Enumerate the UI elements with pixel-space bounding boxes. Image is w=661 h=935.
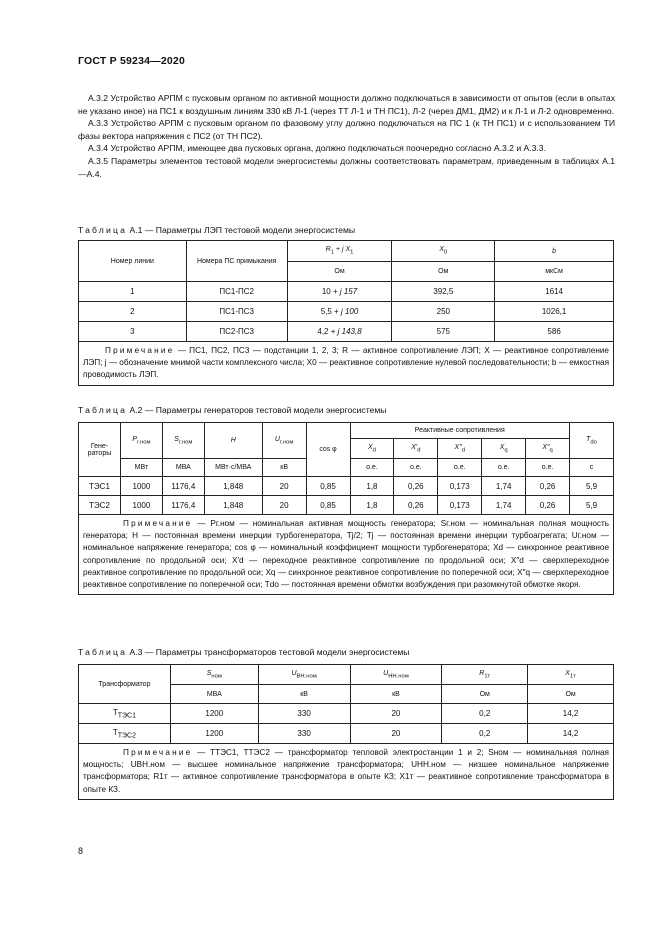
paragraph-a33: А.3.3 Устройство АРПМ с пусковым органом по фазовому углу должно подключаться на ПС 1 (к ТН ПС1) и с использованием ТИ фазы вектора напряжения с ПС2 (от ТН ПС2). xyxy=(78,118,615,141)
col-xd2: $X''_d$ xyxy=(438,439,482,459)
table-row: 2 ПС1-ПС3 5,5 + j 100 250 1026,1 xyxy=(79,302,614,322)
table2-note: Примечание — Pг.ном — номинальная активная мощность генератора; Sг.ном — номинальная полная мощность генератора; H — постоянная времени инерции турбогенератора, Tj/2; Tj — постоянная времени инерции турбоагрегата; Uг.ном — номинальное напряжение генератора; cos φ — номинальный коэффициент мощности турбогенератора; Xd — синхронное реактивное сопротивление по продольной оси; X′d — переходное реактивное сопротивление по продольной оси; X″d — сверхпереходное реактивное сопротивление по продольной оси; Xq — синхронное реактивное сопротивление по поперечной оси; X″q — сверхпереходное реактивное сопротивление по поперечной оси; Tdo — постоянная времени обмотки возбуждения при разомкнутой обмотке якоря. xyxy=(79,515,614,595)
col-substations: Номера ПС примыкания xyxy=(186,241,287,282)
table-a1 xyxy=(78,240,614,386)
col-transformer: Трансформатор xyxy=(79,665,171,704)
table-a2: Гене-раторы $P_{г.ном}$ $S_{г.ном}$ H $U_{г.ном}$ cos φ Реактивные сопротивления $T_{do}$ $X_d$ $X'_d$ $X''_d$ $X_q$ $X''_q$ МВт МВА МВт·с/МВА кВ о.е. о.е. о.е. о.е. о.е. с ТЭС1 1000 1176,4 1,848 20 0,85 1,8 0,26 0,173 1,74 0,26 5,9 ТЭС2 1000 1176,4 1,848 20 0,85 1,8 0,26 0,173 1,74 0,26 5,9 Примечание — Pг.ном — номинальная активная мощность генератора; Sг.ном — номинальная полная мощность генератора; H — постоянная времени инерции турбогенератора, Tj/2; Tj — постоянная времени инерции турбоагрегата; Uг.ном — номинальное напряжение генератора; cos φ — номинальный коэффициент мощности турбогенератора; Xd — синхронное реактивное сопротивление по продольной оси; X′d — переходное реактивное сопротивление по продольной оси; X″d — сверхпереходное реактивное сопротивление по продольной оси; Xq — синхронное реактивное сопротивление по поперечной оси; X″q — сверхпереходное реактивное сопротивление по поперечной оси; Tdo — постоянная времени обмотки возбуждения при разомкнутой обмотке якоря. xyxy=(78,422,614,595)
col-u: $U_{г.ном}$ xyxy=(262,423,306,459)
table-row: $Т_{ТЭС2}$ 1200 330 20 0,2 14,2 xyxy=(79,724,614,744)
unit-r: Ом xyxy=(287,262,392,282)
table-row: 3 ПС2-ПС3 4,2 + j 143,8 575 586 xyxy=(79,322,614,342)
col-unh: $U_{НН.ном}$ xyxy=(350,665,442,685)
unit-b: мкСм xyxy=(495,262,614,282)
table-row: ТЭС2 1000 1176,4 1,848 20 0,85 1,8 0,26 0,173 1,74 0,26 5,9 xyxy=(79,496,614,515)
col-cos: cos φ xyxy=(306,423,350,477)
table3-note: Примечание — ТТЭС1, ТТЭС2 — трансформатор тепловой электростанции 1 и 2; Sном — номинальная полная мощность; UВН.ном — высшее номинальное напряжение трансформатора; UНН.ном — низшее номинальное напряжение трансформатора; R1т — активное сопротивление трансформатора в опыте КЗ; X1т — реактивное сопротивление трансформатора в опыте КЗ. xyxy=(79,744,614,800)
col-s: $S_{г.ном}$ xyxy=(162,423,204,459)
col-impedance: $R_1 + j$ $X_1$ xyxy=(287,241,392,262)
col-ubh: $U_{ВН.ном}$ xyxy=(258,665,350,685)
paragraph-a32: А.3.2 Устройство АРПМ с пусковым органом по активной мощности должно подключаться в зависимости от опытов (если в опытах не указано иное) на ПС1 к воздушным линиям 330 кВ Л-1 (через ТТ Л-1 и ТН ПС1), Л-2 (через ДМ1, ДМ2) и к Л-1 и Л-2 одновременно. xyxy=(78,93,615,116)
page-number: 8 xyxy=(78,846,84,856)
col-generators: Гене-раторы xyxy=(79,423,121,477)
table-row: 1 ПС1-ПС2 10 + j 157 392,5 1614 xyxy=(79,282,614,302)
col-line-number: Номер линии xyxy=(79,241,187,282)
table1-note: Примечание — ПС1, ПС2, ПС3 — подстанции 1, 2, 3; R — активное сопротивление ЛЭП; X — реактивное сопротивление ЛЭП; j — обозначение мнимой части комплексного числа; X0 — реактивное сопротивление нулевой последовательности; b — емкостная проводимость ЛЭП. xyxy=(79,342,614,386)
col-h: H xyxy=(204,423,262,459)
document-header: ГОСТ Р 59234—2020 xyxy=(78,55,186,67)
table2-caption: Таблица А.2 — Параметры генераторов тестовой модели энергосистемы xyxy=(78,405,387,415)
col-xq2: $X''_q$ xyxy=(526,439,570,459)
table-row: ТЭС1 1000 1176,4 1,848 20 0,85 1,8 0,26 0,173 1,74 0,26 5,9 xyxy=(79,477,614,496)
col-x0: $X_0$ xyxy=(392,241,495,262)
col-p: $P_{г.ном}$ xyxy=(120,423,162,459)
col-b: b xyxy=(495,241,614,262)
table-a3: Трансформатор $S_{ном}$ $U_{ВН.ном}$ $U_{НН.ном}$ $R_{1т}$ $X_{1т}$ МВА кВ кВ Ом Ом $Т_{ТЭС1}$ 1200 330 20 0,2 14,2 $Т_{ТЭС2}$ 1200 330 20 0,2 14,2 Примечание — ТТЭС1, ТТЭС2 — трансформатор тепловой электростанции 1 и 2; Sном — номинальная полная мощность; UВН.ном — высшее номинальное напряжение трансформатора; UНН.ном — низшее номинальное напряжение трансформатора; R1т — активное сопротивление трансформатора в опыте КЗ; X1т — реактивное сопротивление трансформатора в опыте КЗ. xyxy=(78,664,614,800)
table1-caption: Таблица А.1 — Параметры ЛЭП тестовой модели энергосистемы xyxy=(78,225,356,235)
unit-x0: Ом xyxy=(392,262,495,282)
col-xd1: $X'_d$ xyxy=(394,439,438,459)
col-r1t: $R_{1т}$ xyxy=(442,665,528,685)
col-tdo: $T_{do}$ xyxy=(570,423,614,459)
col-x1t: $X_{1т}$ xyxy=(528,665,614,685)
paragraph-a35: А.3.5 Параметры элементов тестовой модели энергосистемы должны соответствовать параметрам, приведенным в таблицах А.1—А.4. xyxy=(78,155,615,179)
col-reactances: Реактивные сопротивления xyxy=(350,423,570,439)
col-xq: $X_q$ xyxy=(482,439,526,459)
table-row: $Т_{ТЭС1}$ 1200 330 20 0,2 14,2 xyxy=(79,704,614,724)
paragraph-a34: А.3.4 Устройство АРПМ, имеющее два пусковых органа, должно подключаться поочередно согласно А.3.2 и А.3.3. xyxy=(88,143,546,154)
table3-caption: Таблица А.3 — Параметры трансформаторов тестовой модели энергосистемы xyxy=(78,647,410,657)
col-xd: $X_d$ xyxy=(350,439,394,459)
col-snom: $S_{ном}$ xyxy=(170,665,258,685)
intro-paragraphs xyxy=(78,92,615,180)
